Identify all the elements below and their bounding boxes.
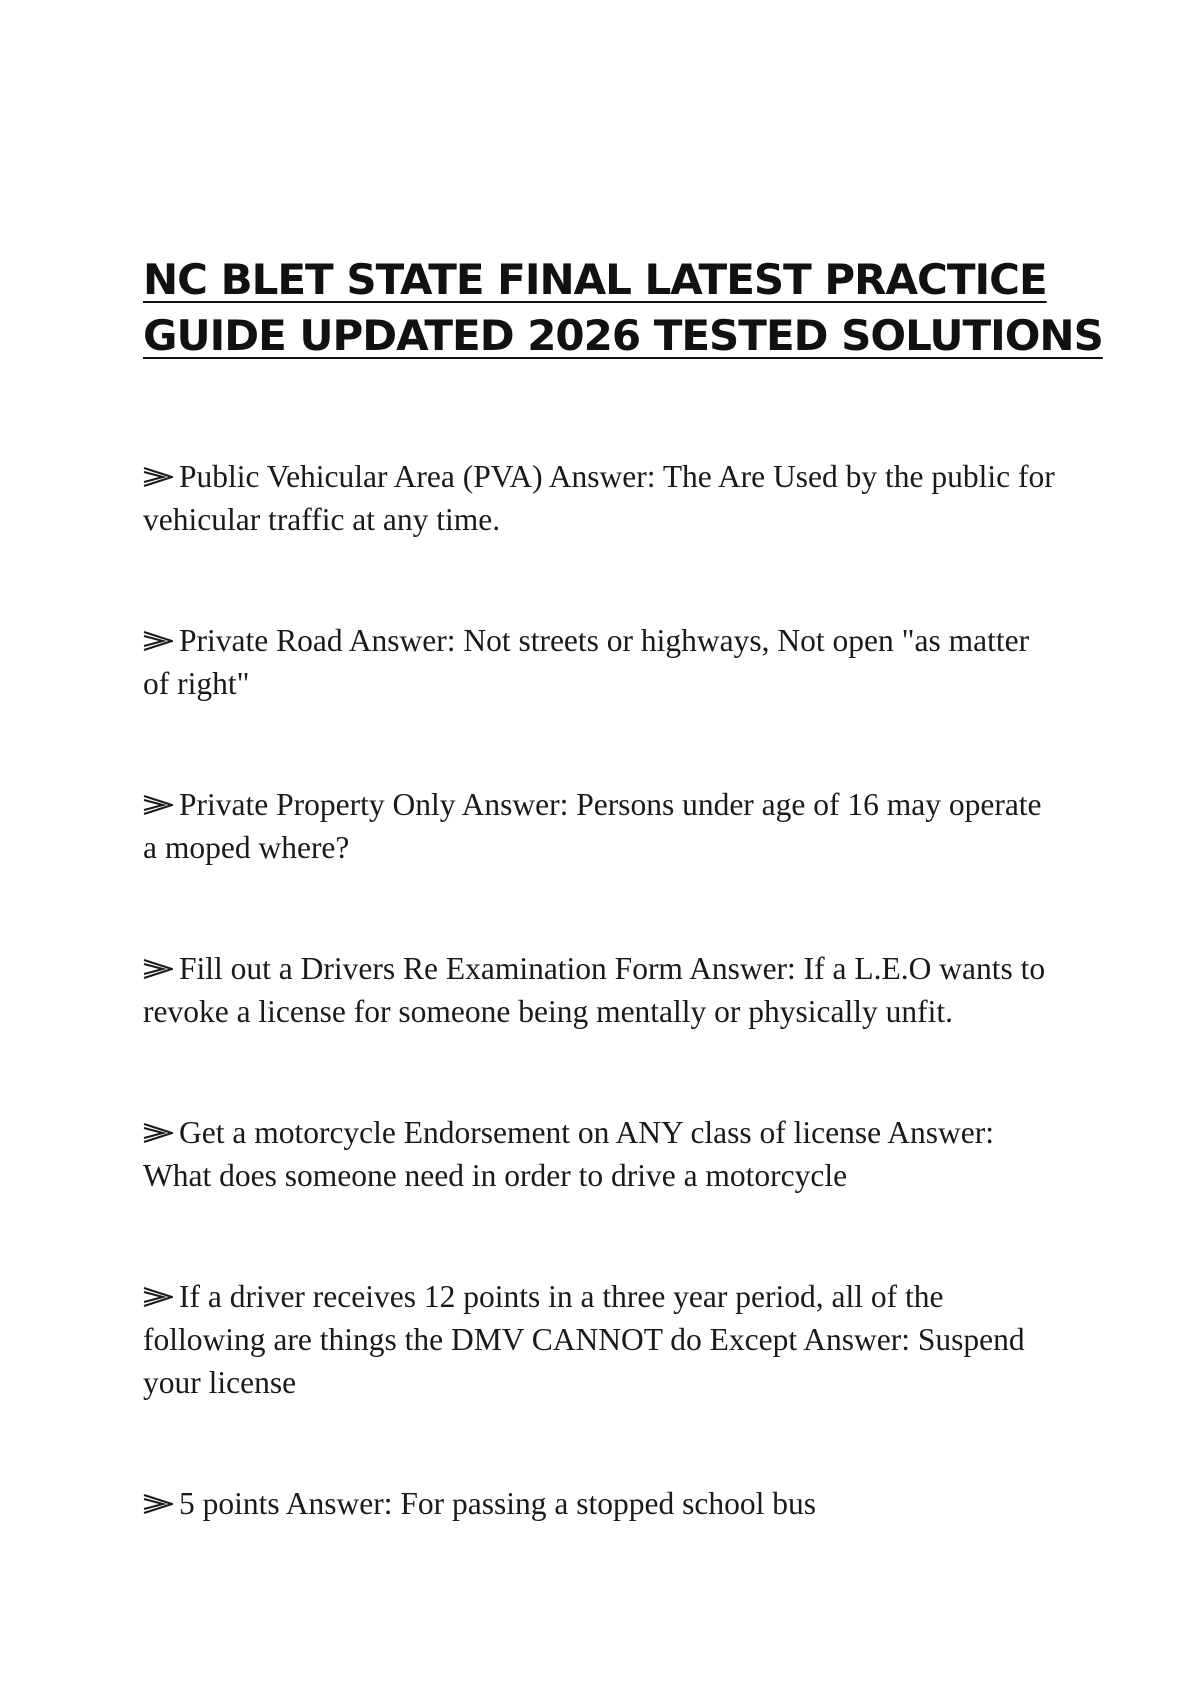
qa-item [143,1111,1063,1197]
qa-item [143,1482,1063,1525]
qa-item [143,783,1063,869]
qa-item-text: Get a motorcycle Endorsement on ANY class of license Answer: What does someone need in order to drive a motorcycle [143,1115,994,1193]
qa-item [143,619,1063,705]
arrow-bullet-icon [143,1493,173,1515]
title-line-1: NC BLET STATE FINAL LATEST PRACTICE [143,255,1047,304]
document-title [143,252,1103,364]
arrow-bullet-icon [143,1122,173,1144]
qa-item-text: Public Vehicular Area (PVA) Answer: The Are Used by the public for vehicular traffic at any time. [143,459,1055,537]
qa-item [143,947,1063,1033]
arrow-bullet-icon [143,630,173,652]
arrow-bullet-icon [143,1286,173,1308]
qa-item-text: Fill out a Drivers Re Examination Form Answer: If a L.E.O wants to revoke a license for someone being mentally or physically unfit. [143,951,1046,1029]
qa-item-text: If a driver receives 12 points in a three year period, all of the following are things the DMV CANNOT do Except Answer: Suspend your license [143,1279,1025,1400]
arrow-bullet-icon [143,794,173,816]
qa-item-text: Private Property Only Answer: Persons under age of 16 may operate a moped where? [143,787,1042,865]
arrow-bullet-icon [143,466,173,488]
arrow-bullet-icon [143,958,173,980]
qa-list [143,455,1063,1603]
qa-item [143,1275,1063,1404]
title-line-2: GUIDE UPDATED 2026 TESTED SOLUTIONS [143,311,1103,360]
qa-item-text: Private Road Answer: Not streets or highways, Not open "as matter of right" [143,623,1030,701]
qa-item-text: 5 points Answer: For passing a stopped school bus [179,1486,816,1521]
qa-item [143,455,1063,541]
